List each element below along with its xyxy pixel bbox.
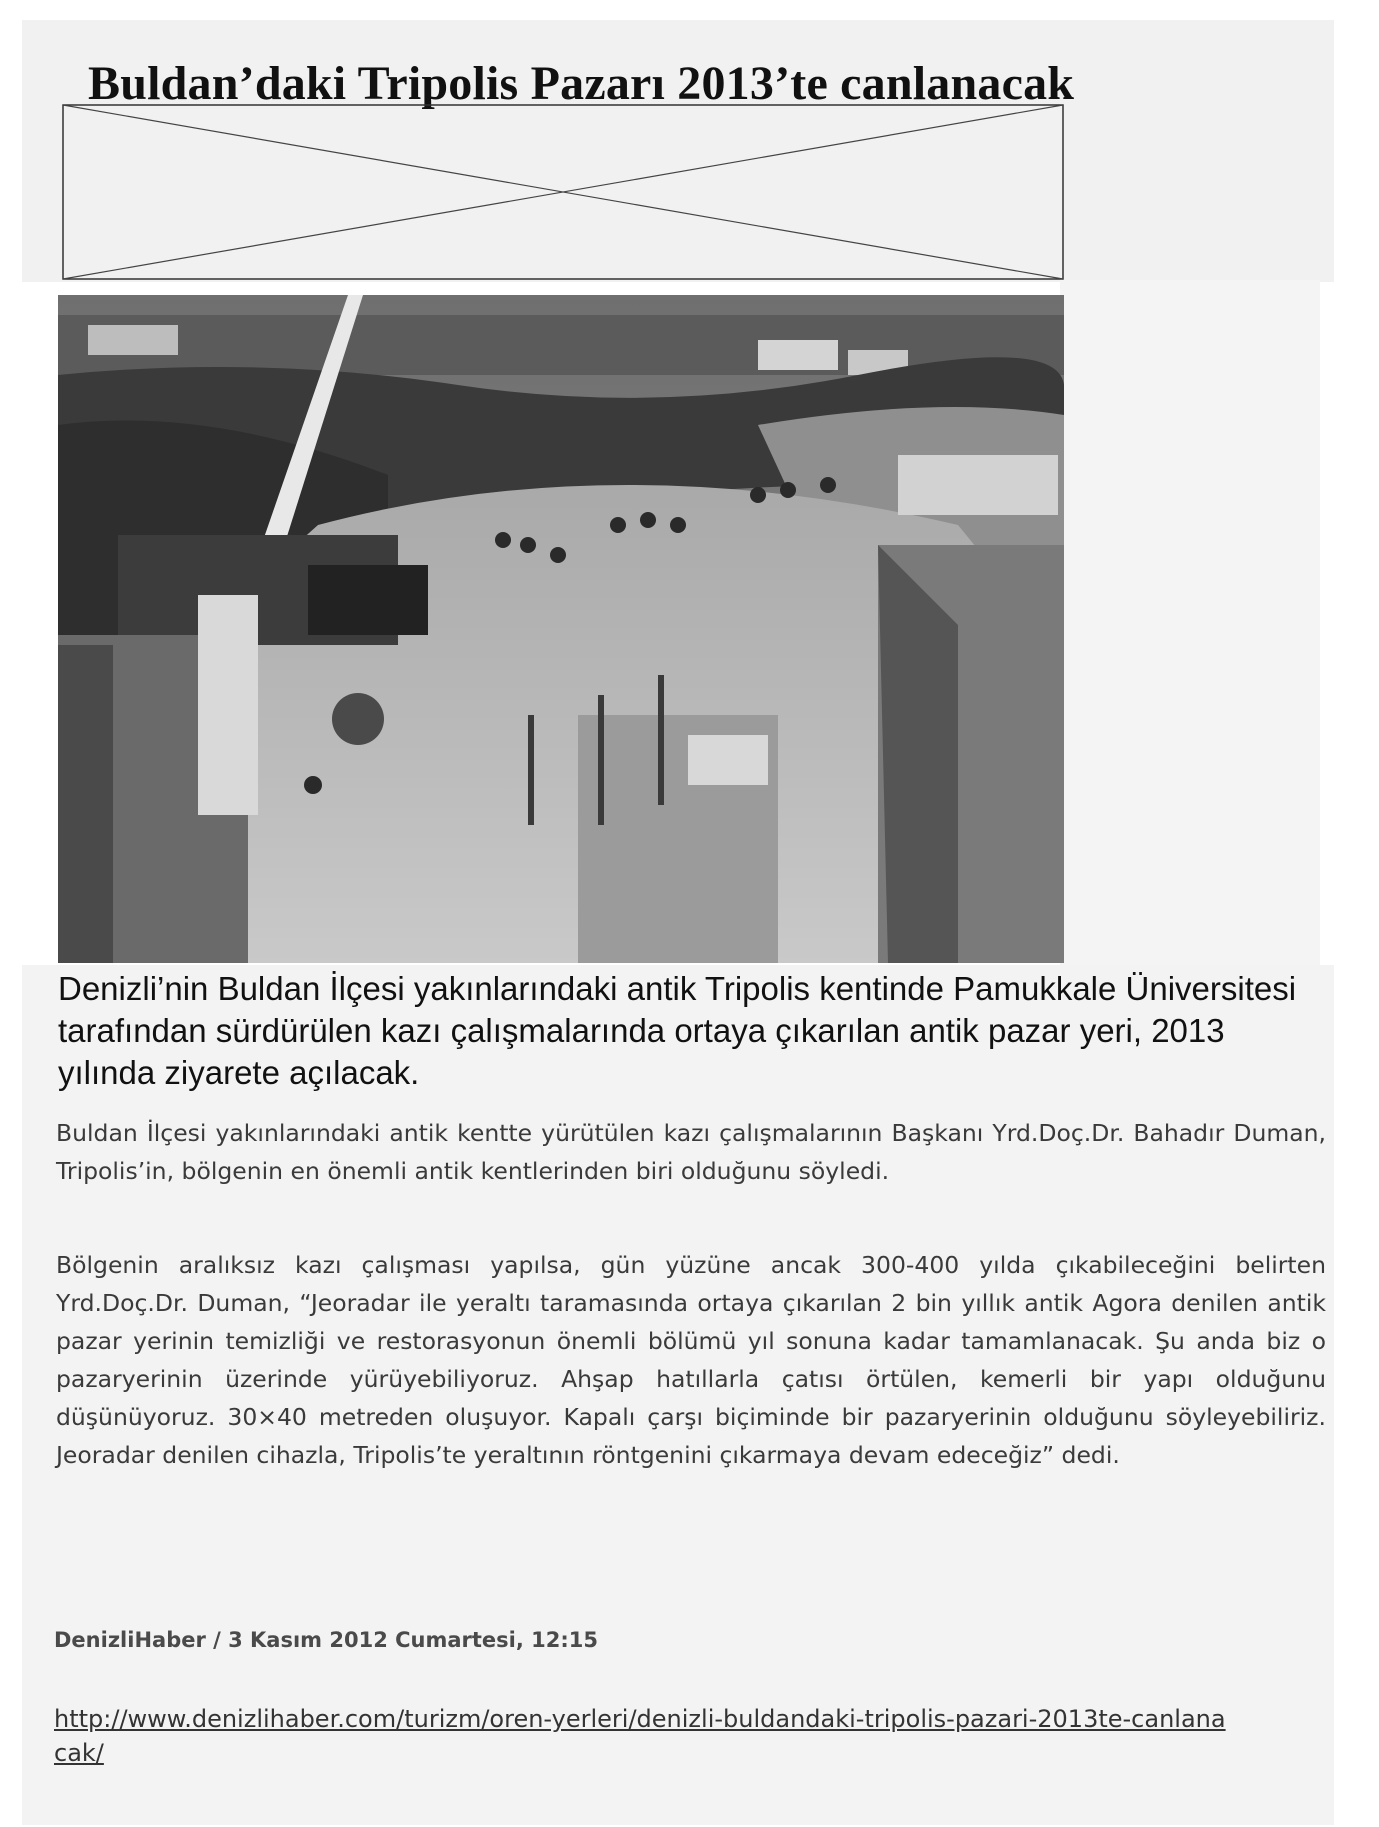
broken-image-placeholder	[62, 104, 1064, 280]
source-link[interactable]: http://www.denizlihaber.com/turizm/oren-yerleri/denizli-buldandaki-tripolis-pazari-2013te-canlanacak/	[54, 1705, 1226, 1767]
excavation-photo	[58, 295, 1064, 963]
article-lead: Denizli’nin Buldan İlçesi yakınlarındaki antik Tripolis kentinde Pamukkale Üniversitesi tarafından sürdürülen kazı çalışmalarında ortaya çıkarılan antik pazar yeri, 2013 yılında ziyarete açılacak.	[58, 970, 1297, 1091]
article-title: Buldan’daki Tripolis Pazarı 2013’te canlanacak	[88, 57, 1075, 110]
scan-shading-right	[1060, 280, 1320, 970]
article-paragraph-2: Bölgenin aralıksız kazı çalışması yapılsa, gün yüzüne ancak 300-400 yılda çıkabileceğini belirten Yrd.Doç.Dr. Duman, “Jeoradar ile yeraltı taramasında ortaya çıkarılan 2 bin yıllık antik Agora denilen antik pazar yerinin temizliği ve restorasyonun önemli bölümü yıl sonuna kadar tamamlanacak. Şu anda biz o pazaryerinin üzerinde yürüyebiliyoruz. Ahşap hatıllarla çatısı örtülen, kemerli bir yapı olduğunu düşünüyoruz. 30×40 metreden oluşuyor. Kapalı çarşı biçiminde bir pazaryerinin olduğunu söyleyebiliriz. Jeoradar denilen cihazla, Tripolis’te yeraltının röntgenini çıkarmaya devam edeceğiz” dedi.	[56, 1251, 1326, 1469]
article-source: DenizliHaber / 3 Kasım 2012 Cumartesi, 12:15	[54, 1628, 599, 1652]
article-paragraph-1: Buldan İlçesi yakınlarındaki antik kentte yürütülen kazı çalışmalarının Başkanı Yrd.Doç.Dr. Bahadır Duman, Tripolis’in, bölgenin en önemli antik kentlerinden biri olduğunu söyledi.	[56, 1119, 1326, 1185]
